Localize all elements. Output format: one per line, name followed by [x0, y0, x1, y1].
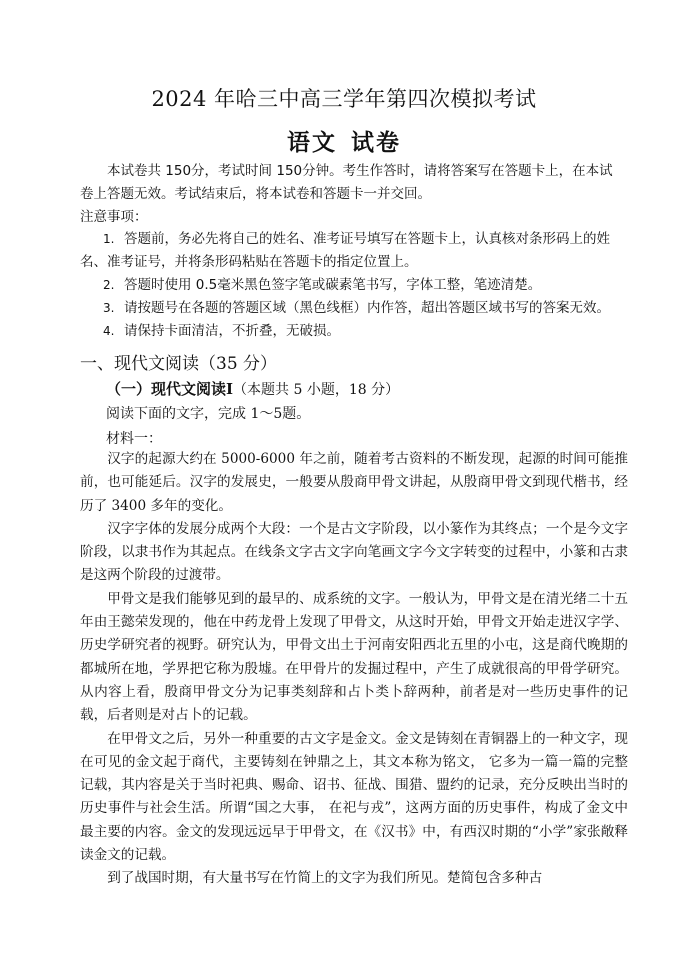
note-text: 答题前，务必先将自己的姓名、准考证号填写在答题卡上，认真核对条形码上的姓名、准考证号，并将条形码粘贴在答题卡的指定位置上。	[80, 231, 610, 270]
passage-paragraph: 汉字字体的发展分成两个大段：一个是古文字阶段，以小篆作为其终点；一个是今文字阶段，以隶书作为其起点。在线条文字古文字向笔画文字今文字转变的过程中，小篆和古隶是这两个阶段的过渡带。	[80, 520, 628, 584]
subsection-title: （一）现代文阅读Ⅰ	[106, 380, 234, 398]
reading-instruction: 阅读下面的文字，完成 1～5题。	[106, 406, 311, 422]
reading-passage	[80, 448, 628, 891]
note-item	[80, 297, 625, 320]
passage-paragraph: 汉字的起源大约在 5000-6000 年之前，随着考古资料的不断发现，起源的时间可能推前，也可能延后。汉字的发展史，一般要从殷商甲骨文讲起，从殷商甲骨文到现代楷书，经历了 3400 多年的变化。	[80, 451, 628, 514]
note-item	[80, 274, 625, 297]
section-heading: 一、现代文阅读（35 分）	[80, 354, 278, 374]
passage-paragraph: 到了战国时期，有大量书写在竹简上的文字为我们所见。楚简包含多种古	[107, 870, 543, 887]
material-label: 材料一：	[106, 431, 162, 447]
exam-title: 2024 年哈三中高三学年第四次模拟考试	[151, 87, 537, 111]
subsection-heading	[106, 377, 399, 402]
notes-heading: 注意事项：	[80, 209, 148, 225]
exam-subtitle	[0, 128, 688, 158]
notes-list	[80, 221, 625, 343]
paper-label: 试卷	[351, 129, 401, 156]
note-number: 3.	[103, 301, 115, 315]
note-item	[80, 228, 625, 274]
note-number: 2.	[103, 278, 115, 292]
note-text: 请按题号在各题的答题区域（黑色线框）内作答，超出答题区域书写的答案无效。	[124, 300, 610, 316]
note-number: 1.	[103, 232, 115, 246]
note-text: 答题时使用 0.5毫米黑色签字笔或碳素笔书写，字体工整，笔迹清楚。	[124, 277, 542, 293]
note-item	[80, 320, 625, 343]
subject-name: 语文	[287, 129, 337, 156]
note-text: 请保持卡面清洁，不折叠，无破损。	[124, 323, 340, 339]
subsection-note: （本题共 5 小题，18 分）	[233, 382, 400, 398]
exam-instructions: 本试卷共 150分，考试时间 150分钟。考生作答时，请将答案写在答题卡上，在本试卷上答题无效。考试结束后，将本试卷和答题卡一并交回。	[80, 163, 613, 202]
passage-paragraph: 甲骨文是我们能够见到的最早的、成系统的文字。一般认为，甲骨文是在清光绪二十五年由王懿荣发现的，他在中药龙骨上发现了甲骨文，从这时开始，甲骨文开始走进汉字学、历史学研究者的视野。研究认为，甲骨文出土于河南安阳西北五里的小屯，这是商代晚期的都城所在地，学界把它称为殷墟。在甲骨片的发掘过程中，产生了成就很高的甲骨学研究。从内容上看，殷商甲骨文分为记事类刻辞和占卜类卜辞两种，前者是对一些历史事件的记载，后者则是对占卜的记载。	[80, 590, 628, 724]
note-number: 4.	[103, 324, 115, 338]
passage-paragraph: 在甲骨文之后，另外一种重要的古文字是金文。金文是铸刻在青铜器上的一种文字，现在可见的金文起于商代，主要铸刻在钟鼎之上，其文本称为铭文， 它多为一篇一篇的完整记载，其内容是关于当时祀典、赐命、诏书、征战、围猎、盟约的记录，充分反映出当时的历史事件与社会生活。所谓“国之大事， 在祀与戎”，这两方面的历史事件，构成了金文中最主要的内容。金文的发现远远早于甲骨文，在《汉书》中，有西汉时期的“小学”家张敞释读金文的记载。	[80, 730, 628, 864]
